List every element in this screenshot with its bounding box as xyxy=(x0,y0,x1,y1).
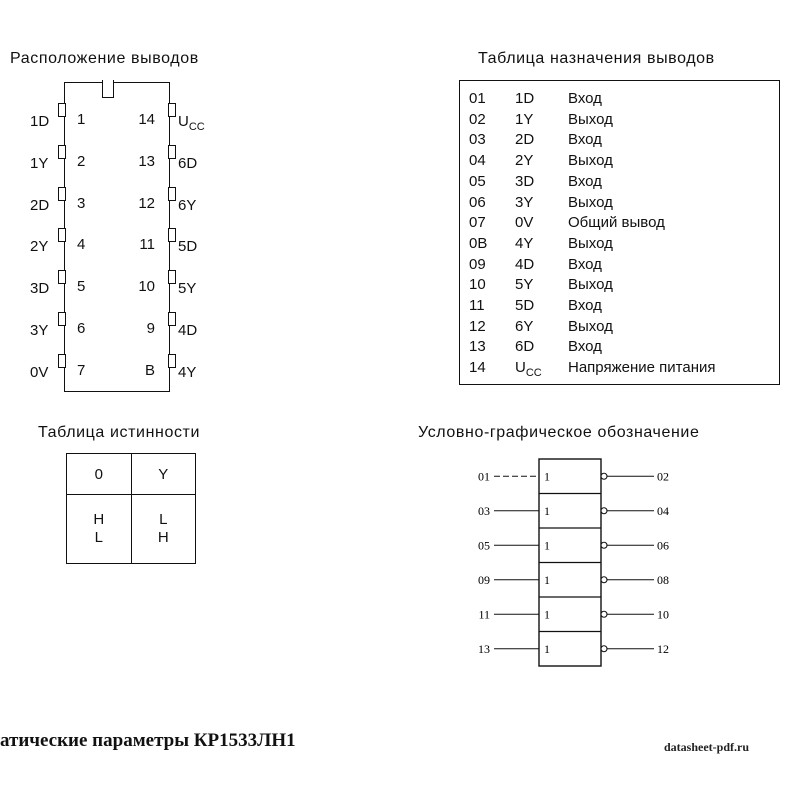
output-pin-number: 10 xyxy=(657,607,669,622)
pin-table-description: Выход xyxy=(568,110,613,128)
pin-table-signal: 5Y xyxy=(515,276,534,294)
pin-table-description: Вход xyxy=(568,338,602,356)
pin-table-signal: 3D xyxy=(515,172,535,190)
footer-heading: атические параметры КР1533ЛН1 xyxy=(0,730,296,751)
gate-label: 1 xyxy=(544,572,550,587)
pin-table-number: 07 xyxy=(469,214,486,232)
pin-number-left: 6 xyxy=(77,320,86,337)
pin-label-left: 0V xyxy=(30,363,49,381)
inversion-bubble xyxy=(601,611,607,617)
truth-header-in: 0 xyxy=(67,454,132,495)
pin-table-description: Выход xyxy=(568,234,613,252)
pin-number-left: 4 xyxy=(77,236,86,254)
truth-col-out: L H xyxy=(131,495,196,564)
pin-table-number: 04 xyxy=(469,152,486,170)
inversion-bubble xyxy=(601,577,607,583)
pin-table-signal: 3Y xyxy=(515,193,534,211)
pin-number-right: 10 xyxy=(138,278,155,296)
pin-table-signal: 4Y xyxy=(515,234,534,252)
pin-number-right: 13 xyxy=(138,152,155,170)
pin-label-subscript: CC xyxy=(188,121,205,133)
pin-number-left: 1 xyxy=(77,111,86,128)
pin-label-text: U xyxy=(178,113,189,130)
pin-number-right: 14 xyxy=(138,111,155,128)
pin-table-signal: 1Y xyxy=(515,110,534,128)
pin-table-description: Выход xyxy=(568,317,613,335)
input-pin-number: 01 xyxy=(478,469,490,484)
pin-table-signal: 2D xyxy=(515,131,535,149)
pin-label-left: 3D xyxy=(30,280,50,298)
pin-number-left: 7 xyxy=(77,361,86,379)
pin-label-left: 3Y xyxy=(30,322,49,339)
pin-table-description: Напряжение питания xyxy=(568,359,716,377)
pin-table-description: Общий вывод xyxy=(568,214,665,232)
inversion-bubble xyxy=(601,542,607,548)
pin-table-description: Вход xyxy=(568,297,602,314)
pin-table-number: 05 xyxy=(469,172,486,190)
pin-label-left: 2Y xyxy=(30,238,49,256)
pin-label-text: 6D xyxy=(178,154,198,172)
watermark: datasheet-pdf.ru xyxy=(664,740,750,754)
output-pin-number: 04 xyxy=(657,503,669,518)
pin-table-description: Вход xyxy=(568,255,602,273)
output-pin-number: 12 xyxy=(657,641,669,656)
pin-label-text: 5D xyxy=(178,238,198,256)
inversion-bubble xyxy=(601,646,607,652)
pin-table-number: 03 xyxy=(469,131,486,149)
pin-table-signal: 2Y xyxy=(515,152,534,170)
pin-table-description: Выход xyxy=(568,276,613,294)
pin-number-left: 2 xyxy=(77,152,86,170)
pinout-title: Расположение выводов xyxy=(10,50,199,67)
pin-table-signal: U xyxy=(515,359,526,377)
pin-table-number: 09 xyxy=(469,255,486,273)
output-pin-number: 08 xyxy=(657,572,669,587)
pin-label-left: 1D xyxy=(30,113,50,130)
pin-label-text: 4D xyxy=(178,322,198,339)
pin-table-description: Вход xyxy=(568,90,602,107)
pin-table-signal: 0V xyxy=(515,214,534,232)
gate-label: 1 xyxy=(544,607,550,622)
gate-label: 1 xyxy=(544,469,550,484)
input-pin-number: 09 xyxy=(478,572,490,587)
pin-number-right: 12 xyxy=(138,194,155,212)
gate-label: 1 xyxy=(544,538,550,553)
pin-number-right: 11 xyxy=(139,236,155,254)
symbol-title: Условно-графическое обозначение xyxy=(418,424,700,441)
pin-label-left: 1Y xyxy=(30,154,49,172)
input-pin-number: 03 xyxy=(478,503,490,518)
pin-table-number: 06 xyxy=(469,193,486,211)
pin-number-left: 3 xyxy=(77,194,86,212)
pin-label-left: 2D xyxy=(30,196,50,214)
pin-table-number: 14 xyxy=(469,359,486,377)
truth-table-title: Таблица истинности xyxy=(38,424,201,441)
pin-table-number: 12 xyxy=(469,317,486,335)
pin-table-number: 13 xyxy=(469,338,486,356)
input-pin-number: 13 xyxy=(478,641,490,656)
gate-label: 1 xyxy=(544,503,550,518)
output-pin-number: 06 xyxy=(657,538,669,553)
pin-table-number: 10 xyxy=(469,276,486,294)
pin-label-text: 4Y xyxy=(178,363,197,381)
pin-table-title: Таблица назначения выводов xyxy=(478,50,715,67)
pin-label-text: 5Y xyxy=(178,280,197,298)
input-pin-number: 11 xyxy=(478,607,490,622)
gate-label: 1 xyxy=(544,641,550,656)
pin-table-description: Вход xyxy=(568,131,602,149)
inversion-bubble xyxy=(601,508,607,514)
pin-table-signal: 6D xyxy=(515,338,535,356)
pin-table-signal: 5D xyxy=(515,297,535,314)
pin-table-description: Вход xyxy=(568,172,602,190)
pin-table-signal-subscript: CC xyxy=(525,367,542,380)
pin-table-number: 01 xyxy=(469,90,486,107)
pin-number-right: B xyxy=(144,361,155,379)
truth-header-out: Y xyxy=(131,454,196,495)
pin-table-description: Выход xyxy=(568,193,613,211)
pin-table-number: 11 xyxy=(469,297,485,314)
pin-table-description: Выход xyxy=(568,152,613,170)
pin-table-number: 0B xyxy=(469,234,488,252)
pin-number-left: 5 xyxy=(77,278,86,296)
output-pin-number: 02 xyxy=(657,469,669,484)
pin-number-right: 9 xyxy=(146,320,155,337)
inversion-bubble xyxy=(601,473,607,479)
pin-table-signal: 1D xyxy=(515,90,535,107)
pin-label-text: 6Y xyxy=(178,196,197,214)
pin-table-signal: 4D xyxy=(515,255,535,273)
input-pin-number: 05 xyxy=(478,538,490,553)
pin-table-signal: 6Y xyxy=(515,317,534,335)
truth-col-in: H L xyxy=(67,495,132,564)
pin-table-number: 02 xyxy=(469,110,486,128)
